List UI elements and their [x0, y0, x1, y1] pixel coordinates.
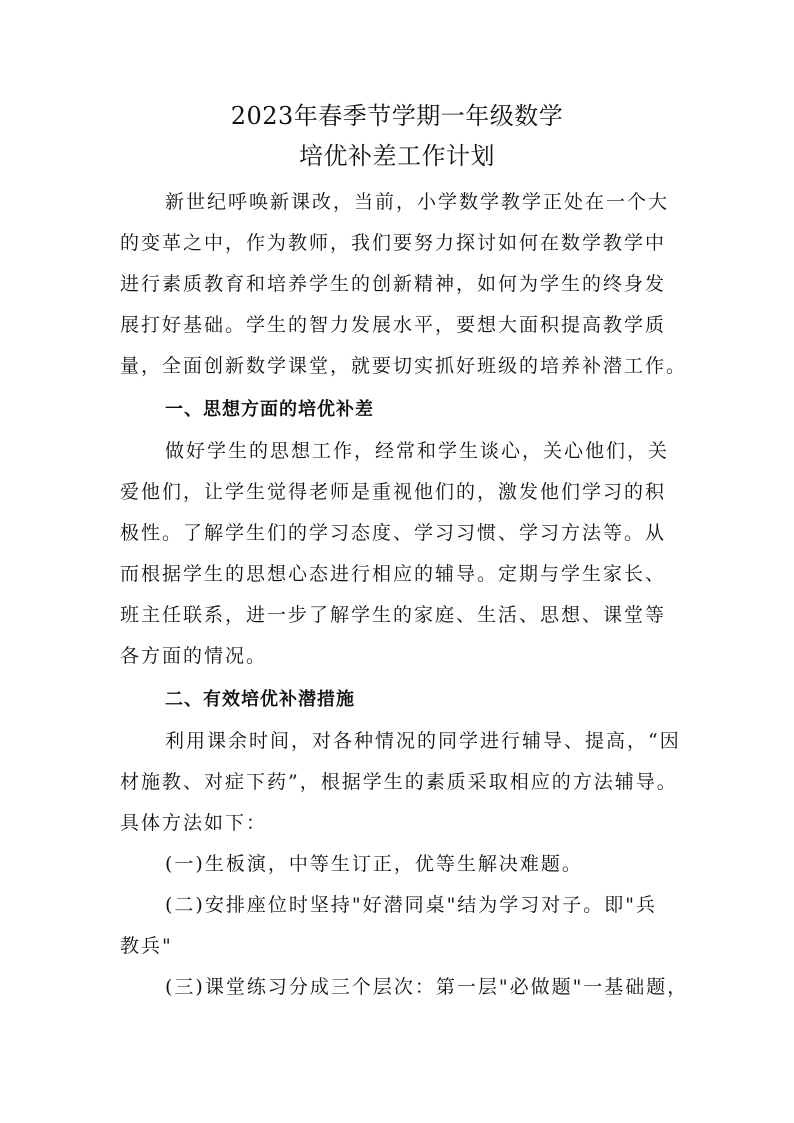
- paragraph-line: 的变革之中，作为教师，我们要努力探讨如何在数学教学中: [120, 232, 667, 254]
- paragraph-line: 各方面的情况。: [120, 645, 268, 667]
- section-heading: 一、思想方面的培优补差: [165, 399, 374, 420]
- paragraph-line: 量，全面创新数学课堂，就要切实抓好班级的培养补潜工作。: [120, 355, 688, 377]
- paragraph-line: 做好学生的思想工作，经常和学生谈心，关心他们，关: [165, 440, 670, 462]
- paragraph-line: 展打好基础。学生的智力发展水平，要想大面积提高教学质: [120, 314, 667, 336]
- list-item: (一)生板演，中等生订正，优等生解决难题。: [165, 853, 583, 875]
- document-title-line-1: 2023年春季节学期一年级数学: [230, 102, 564, 130]
- list-item: (三)课堂练习分成三个层次：第一层"必做题"一基础题，: [165, 976, 689, 998]
- paragraph-line: 材施教、对症下药”，根据学生的素质采取相应的方法辅导。: [120, 771, 678, 793]
- section-heading: 二、有效培优补潜措施: [165, 689, 355, 710]
- paragraph-line: 爱他们，让学生觉得老师是重视他们的，激发他们学习的积: [120, 481, 667, 503]
- paragraph-line: 极性。了解学生们的学习态度、学习习惯、学习方法等。从: [120, 522, 667, 544]
- paragraph-line: 新世纪呼唤新课改，当前，小学数学教学正处在一个大: [165, 191, 670, 213]
- paragraph-line: 班主任联系，进一步了解学生的家庭、生活、思想、课堂等: [120, 604, 667, 626]
- list-item: (二)安排座位时坚持"好潜同桌"结为学习对子。即"兵: [165, 894, 658, 916]
- paragraph-line: 利用课余时间，对各种情况的同学进行辅导、提高，“因: [165, 730, 681, 752]
- paragraph-line: 而根据学生的思想心态进行相应的辅导。定期与学生家长、: [120, 563, 667, 585]
- paragraph-line: 进行素质教育和培养学生的创新精神，如何为学生的终身发: [120, 273, 667, 295]
- document-title-line-2: 培优补差工作计划: [299, 142, 495, 170]
- paragraph-line: 具体方法如下：: [120, 812, 268, 834]
- list-item-continuation: 教兵": [120, 935, 173, 957]
